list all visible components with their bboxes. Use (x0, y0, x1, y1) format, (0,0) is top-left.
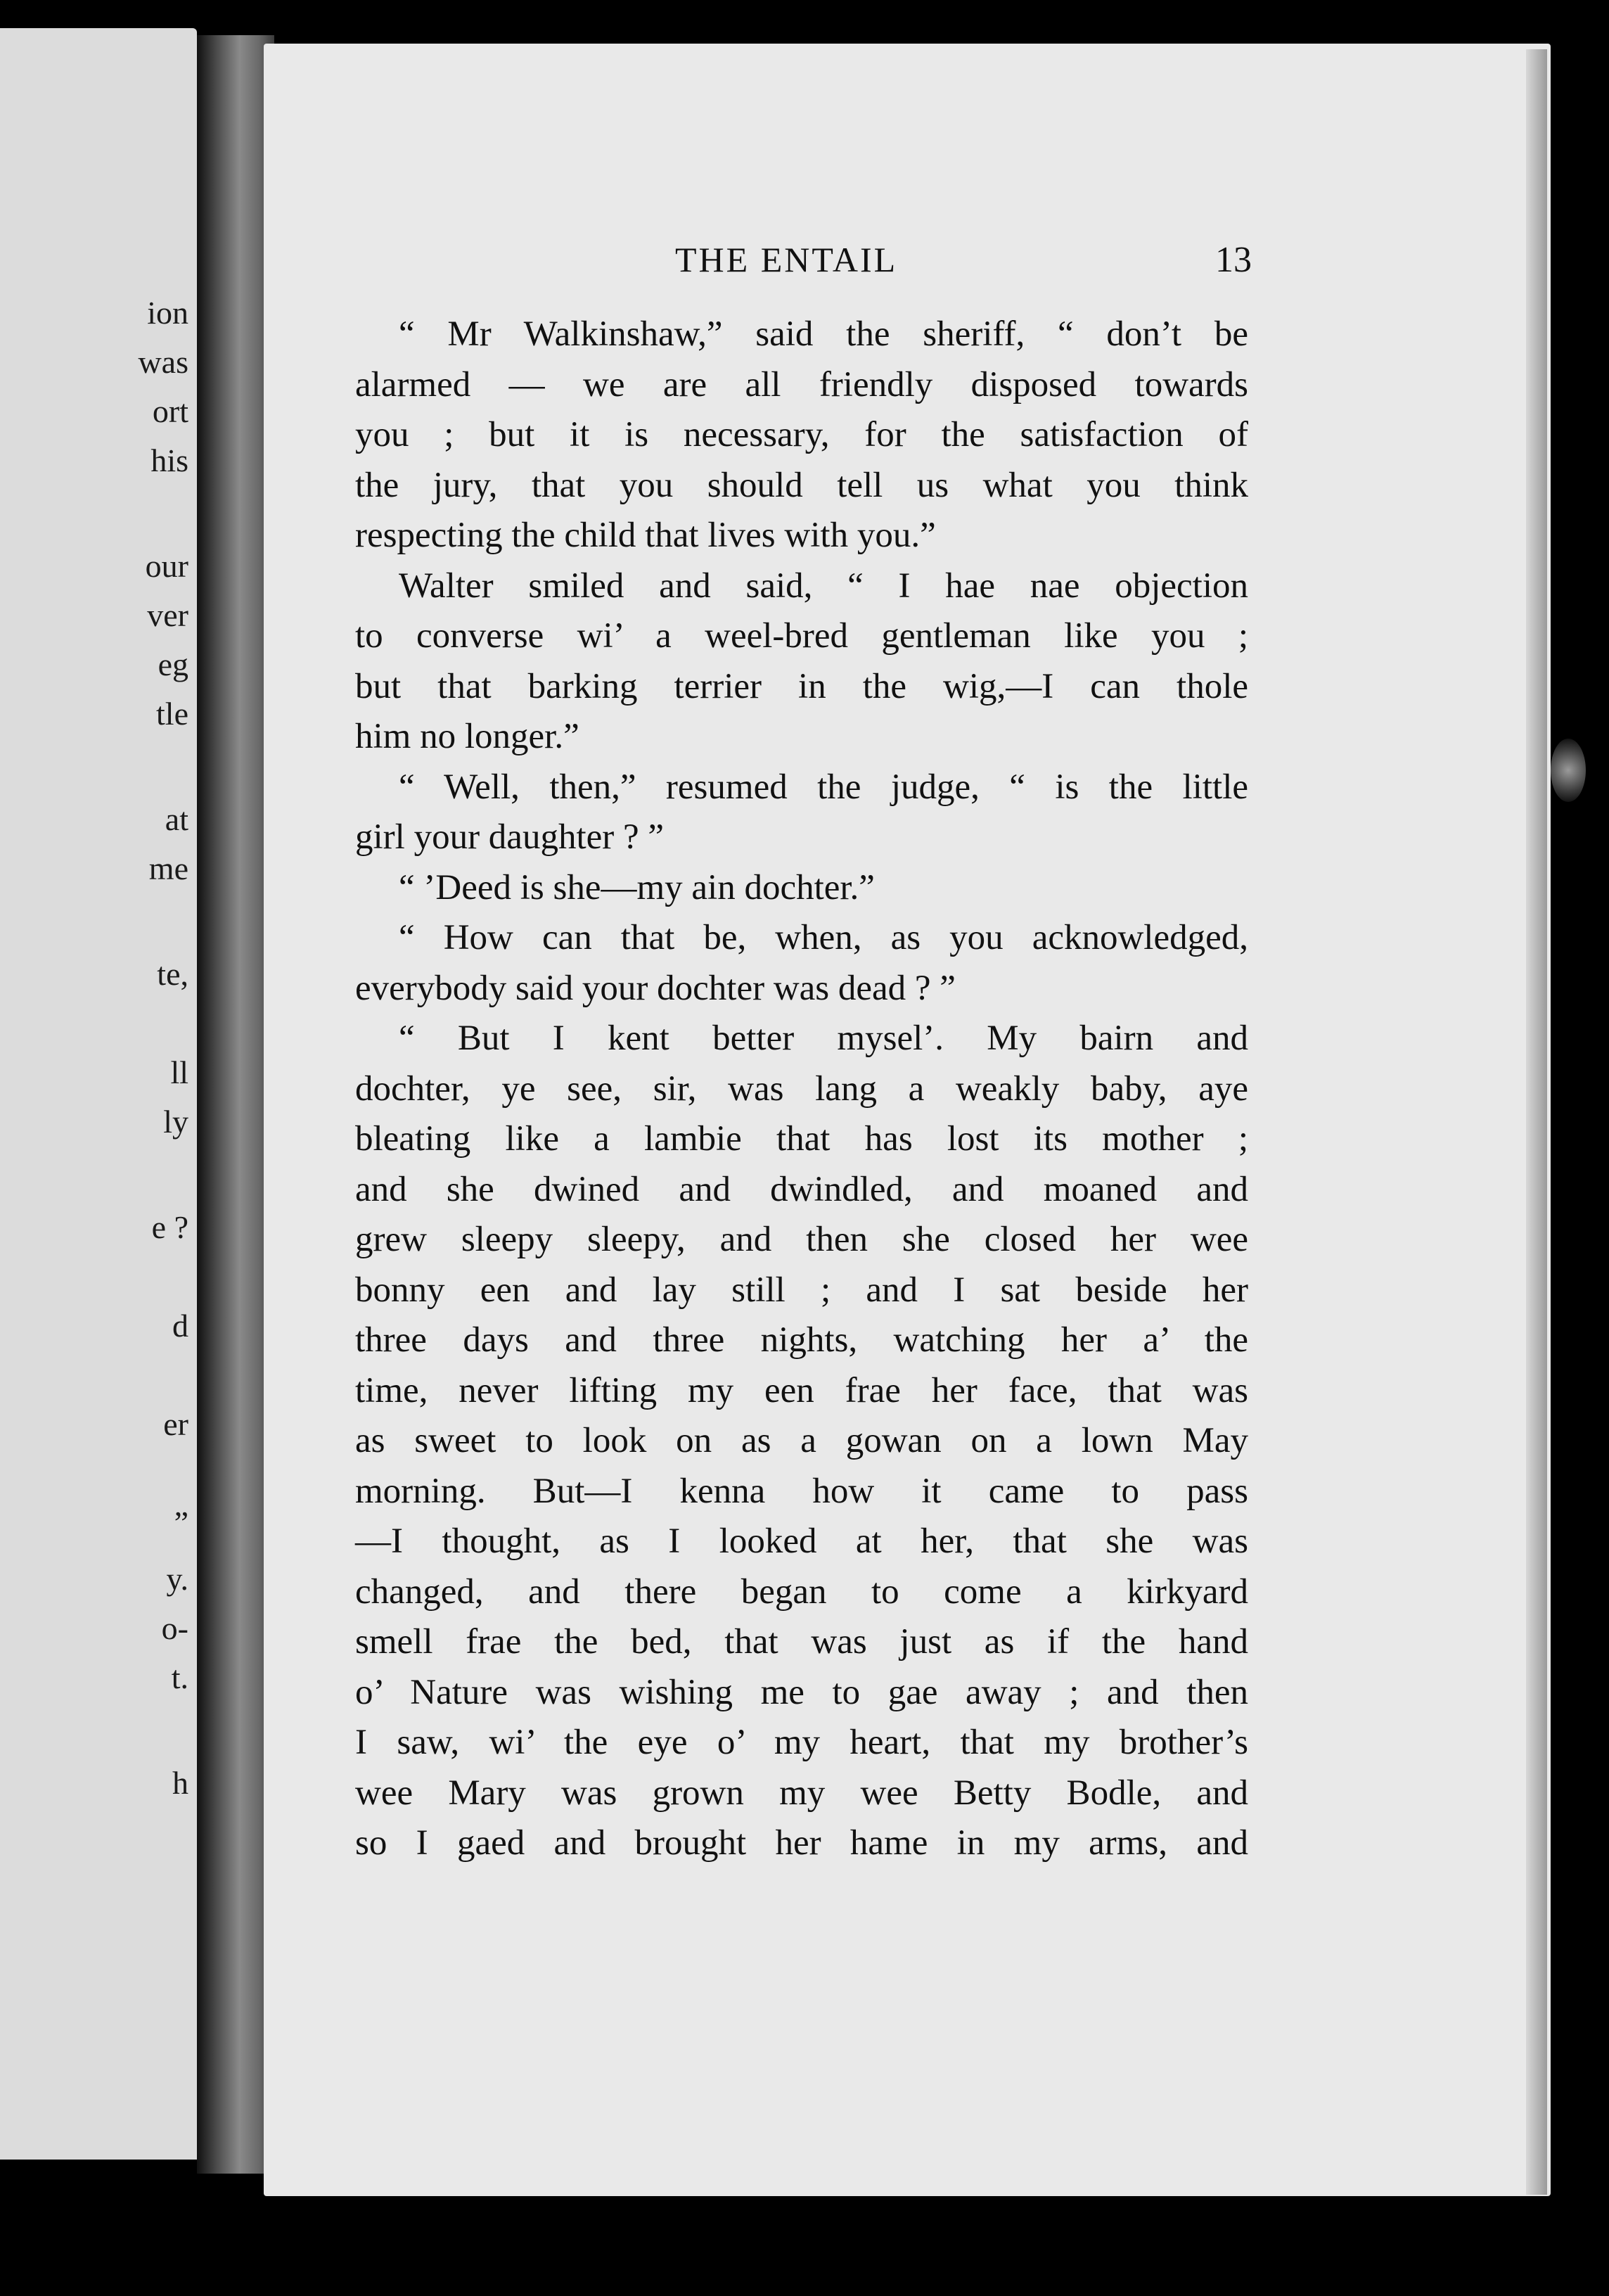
text-line: girl your daughter ? ” (355, 817, 665, 857)
text-line: time, never lifting my een frae her face, that was (355, 1370, 1248, 1410)
text-line: respecting the child that lives with you.” (355, 516, 936, 555)
text-line: you ; but it is necessary, for the satisfaction of (355, 415, 1248, 454)
text-line: “ ’Deed is she—my ain dochter.” (399, 867, 875, 907)
running-head (359, 239, 1252, 295)
text-line: three days and three nights, watching her a’ the (355, 1320, 1248, 1360)
text-line: the jury, that you should tell us what you think (355, 465, 1248, 505)
left-page-fragment: e ? (151, 1209, 188, 1245)
text-line: “ Mr Walkinshaw,” said the sheriff, “ don’t be (399, 314, 1248, 354)
text-line: Walter smiled and said, “ I hae nae objection (399, 566, 1248, 606)
text-line: —I thought, as I looked at her, that she was (355, 1522, 1248, 1561)
body-text (355, 310, 1248, 1869)
text-line: as sweet to look on as a gowan on a lown May (355, 1421, 1248, 1460)
left-page-fragment: ly (163, 1104, 188, 1140)
scan-smudge (1551, 739, 1586, 802)
left-page-fragment: ion (147, 295, 188, 331)
left-page-fragment: ver (147, 597, 188, 633)
page-edge-shadow (1526, 49, 1547, 2195)
text-line: “ But I kent better mysel’. My bairn and (399, 1019, 1248, 1058)
page-number: 13 (1215, 240, 1252, 280)
text-line: morning. But—I kenna how it came to pass (355, 1471, 1248, 1511)
text-line: “ How can that be, when, as you acknowledged, (399, 918, 1248, 957)
left-page-fragment: our (145, 548, 188, 584)
text-line: wee Mary was grown my wee Betty Bodle, and (355, 1773, 1248, 1813)
left-page-fragment: er (163, 1406, 188, 1442)
left-page-fragment: ” (174, 1505, 188, 1541)
left-page-fragment: h (172, 1765, 188, 1801)
text-line: “ Well, then,” resumed the judge, “ is the little (399, 767, 1248, 807)
left-page-fragment: ort (152, 393, 188, 429)
left-page-fragment: y. (166, 1561, 188, 1597)
left-page-fragment: tle (156, 696, 188, 732)
text-line: grew sleepy sleepy, and then she closed her wee (355, 1220, 1248, 1259)
text-line: but that barking terrier in the wig,—I can thole (355, 666, 1248, 706)
text-line: dochter, ye see, sir, was lang a weakly baby, aye (355, 1069, 1248, 1109)
left-page-fragment: ll (170, 1054, 188, 1090)
left-page-fragment: at (165, 801, 188, 837)
text-line: and she dwined and dwindled, and moaned and (355, 1169, 1248, 1209)
text-line: alarmed — we are all friendly disposed towards (355, 364, 1248, 404)
text-line: bleating like a lambie that has lost its mother ; (355, 1119, 1248, 1159)
text-line: to converse wi’ a weel-bred gentleman like you ; (355, 616, 1248, 656)
text-line: I saw, wi’ the eye o’ my heart, that my brother’s (355, 1723, 1248, 1762)
book-gutter-shadow (197, 35, 274, 2174)
left-page-fragment: his (150, 442, 188, 478)
text-line: smell frae the bed, that was just as if the hand (355, 1622, 1248, 1662)
left-page-fragment: me (148, 850, 188, 886)
left-page-fragment: eg (158, 646, 188, 682)
text-line: o’ Nature was wishing me to gae away ; and then (355, 1672, 1248, 1712)
left-page-fragment: o- (161, 1610, 188, 1646)
text-line: everybody said your dochter was dead ? ” (355, 968, 956, 1008)
text-line: so I gaed and brought her hame in my arms, and (355, 1823, 1248, 1863)
running-title: THE ENTAIL (675, 240, 898, 279)
left-page-fragment: t. (171, 1659, 188, 1695)
text-line: bonny een and lay still ; and I sat beside her (355, 1270, 1248, 1310)
left-page-fragment: d (172, 1308, 188, 1344)
text-line: him no longer.” (355, 717, 579, 756)
text-line: changed, and there began to come a kirkyard (355, 1571, 1248, 1612)
left-page-fragment: was (138, 344, 188, 380)
left-facing-page (0, 28, 197, 2160)
left-page-fragment: te, (157, 956, 188, 992)
